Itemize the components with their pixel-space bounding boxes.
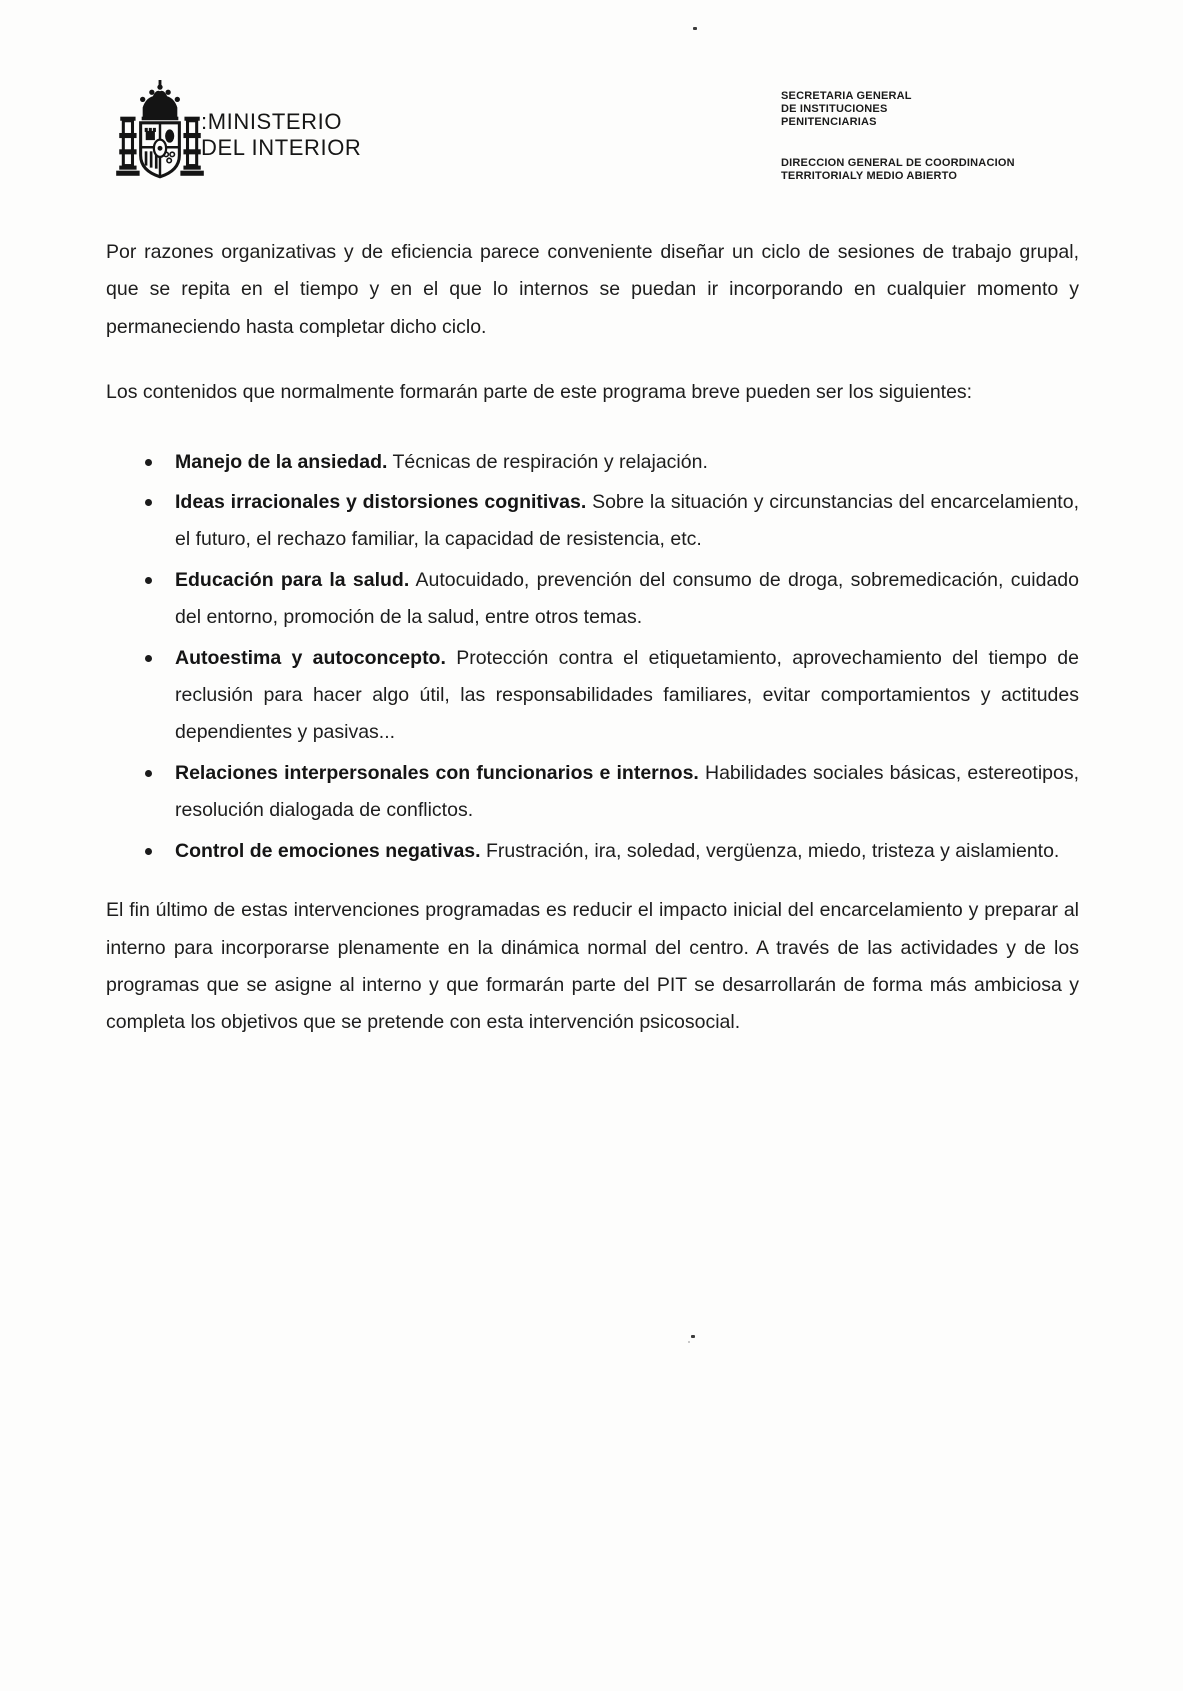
topic-description: Autocuidado, prevención del consumo de droga, sobremedicación, cuidado del entorno, promoción de la salud, entre otros temas. [175, 568, 1079, 629]
topic-description: Habilidades sociales básicas, estereotipos, resolución dialogada de conflictos. [175, 761, 1080, 822]
ministry-name [201, 109, 361, 161]
scan-artifact-dot-bottom [691, 1335, 695, 1338]
contents-paragraph: Los contenidos que normalmente formarán parte de este programa breve pueden ser los siguientes: [106, 381, 973, 404]
topic-description: Técnicas de respiración y relajación. [387, 450, 708, 473]
ministry-name-line-1: :MINISTERIO [201, 109, 343, 134]
topics-list [106, 444, 1079, 870]
secretaria-line-1: SECRETARIA GENERAL [781, 90, 912, 102]
topic-title: Ideas irracionales y distorsiones cognitivas. [175, 491, 587, 514]
document-body [106, 234, 1079, 1042]
topic-title: Educación para la salud. [175, 568, 410, 591]
secretaria-line-3: PENITENCIARIAS [781, 116, 877, 128]
topic-title: Control de emociones negativas. [175, 839, 481, 862]
topic-description: Protección contra el etiquetamiento, aprovechamiento del tiempo de reclusión para hacer algo útil, las responsabilidades familiares, evitar comportamientos y actitudes dependientes y pasivas... [175, 646, 1079, 744]
closing-paragraph: El fin último de estas intervenciones programadas es reducir el impacto inicial del encarcelamiento y preparar al interno para incorporarse plenamente en la dinámica normal del centro. A través de las actividades y de los programas que se asigne al interno y que formarán parte del PIT se desarrollarán de forma más ambiciosa y completa los objetivos que se pretende con esta intervención psicosocial. [106, 899, 1079, 1034]
direccion-line-2: TERRITORIALY MEDIO ABIERTO [781, 170, 958, 182]
list-item [106, 444, 1079, 481]
ministry-name-line-2: DEL INTERIOR [201, 135, 362, 160]
secretaria-line-2: DE INSTITUCIONES [781, 103, 888, 115]
list-item [106, 755, 1079, 830]
topic-description: Frustración, ira, soledad, vergüenza, miedo, tristeza y aislamiento. [480, 839, 1060, 862]
direccion-line-1: DIRECCION GENERAL DE COORDINACION [781, 157, 1015, 169]
list-item [106, 484, 1079, 559]
spain-coat-of-arms-icon [111, 80, 209, 188]
topic-title: Manejo de la ansiedad. [175, 450, 388, 473]
intro-paragraph: Por razones organizativas y de eficiencia parece conveniente diseñar un ciclo de sesiones de trabajo grupal, que se repita en el tiempo y en el que lo internos se puedan ir incorporando en cualquier momento y permaneciendo hasta completar dicho ciclo. [106, 241, 1079, 338]
list-item [106, 833, 1079, 870]
direccion-general-block [781, 157, 1015, 183]
topic-title: Relaciones interpersonales con funcionarios e internos. [175, 761, 699, 784]
scan-artifact-dot-top [693, 27, 697, 30]
topic-title: Autoestima y autoconcepto. [175, 646, 446, 669]
scan-artifact-speck [688, 1341, 690, 1343]
secretaria-general-block [781, 90, 912, 129]
topic-description: Sobre la situación y circunstancias del encarcelamiento, el futuro, el rechazo familiar, la capacidad de resistencia, etc. [175, 491, 1079, 551]
list-item [106, 562, 1079, 637]
list-item [106, 640, 1079, 752]
